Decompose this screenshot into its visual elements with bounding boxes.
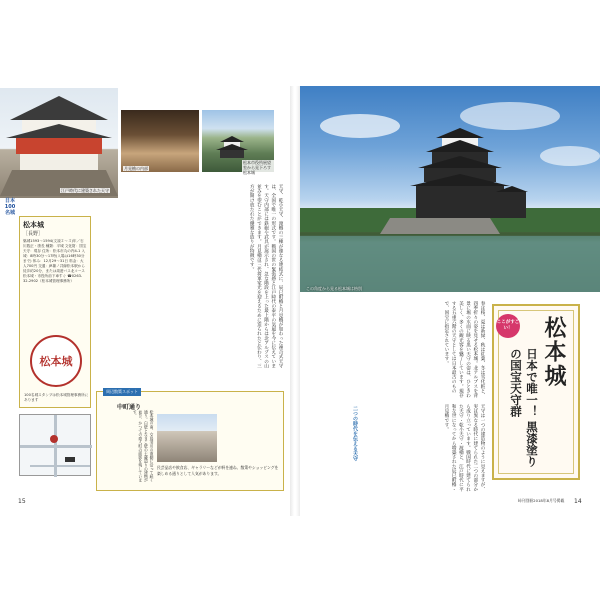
- right-body-text-2: 天守は一つの建造物のように見えますが、実は異なる時代に建てられた二つの部分から成り立っています。戦国時代に建てられた天守・乾小天守・渡櫓と、江戸時代に平和な世になってから増築された辰巳附櫓・月見櫓です。: [443, 404, 485, 492]
- subtitle: [508, 348, 540, 476]
- source-credit: 峠刊別冊2018年8月号掲載: [518, 498, 565, 503]
- hero-castle-photo: [300, 86, 600, 292]
- nakamachi-text-horizontal: 民芸品店や飲食店、ギャラリーなどが軒を連ね、散策やショッピングを楽しめる通りとして人気があります。: [157, 465, 279, 476]
- section-heading: 二つの時代を伝える天守: [352, 406, 358, 461]
- hero-caption: この角度から見る松本城は格別: [306, 286, 362, 291]
- title-card: [492, 304, 580, 480]
- left-body-text: 天守、乾小天守、渡櫓の三棟が連なる連結式に、辰巳附櫓と月見櫓が加わった複合式天守は、全国で唯一の形式です。戦国の世の緊張感と江戸時代の泰平の気風を今に伝えています。天守内部には鉄砲や武具が展示され、急な階段を上った最上階からは北アルプスの山並みを望むことができます。月見櫓は三代将軍家光を迎えるために造られたと伝わり、三方が開け放たれた優雅な造りが特徴です。: [249, 184, 283, 368]
- page-number-right: 14: [574, 498, 582, 505]
- info-reading: ［長野］: [23, 231, 44, 237]
- area-map: [19, 414, 91, 476]
- info-details: 築城1593～1594(文禄２～３)年／石川数正・康長 種類：平城 文化財：国宝 天守：現存 住所：松本市丸の内4-1 入城：8時30分～17時(入場は16時30分まで) 休み：12月29～31日 料金：大人700円 交通：JR篠ノ井線松本駅から徒歩約20分、または周遊バス北コース松本城・市役所前下車すぐ ☎0263-32-2902（松本城管理事務所）: [23, 239, 87, 283]
- right-page: [300, 86, 600, 516]
- subtitle-line-2: 黒漆塗りの国宝天守群: [509, 348, 539, 468]
- info-title: 松本城: [23, 221, 44, 229]
- magazine-spread: [0, 86, 600, 516]
- station-marker-icon: [65, 457, 75, 462]
- main-title: 松本城: [541, 316, 567, 388]
- page-number-left: 15: [18, 498, 26, 505]
- town-view-photo: [202, 110, 274, 175]
- catch-badge: ここがすごい！: [496, 314, 520, 338]
- nakamachi-title: 中町通り: [117, 404, 142, 411]
- castle-marker-icon: [50, 435, 58, 443]
- nakamachi-tag: 周辺散策スポット: [103, 388, 141, 396]
- town-caption: 松本市役所展望室から見下ろす松本城: [242, 160, 274, 175]
- left-page: [0, 86, 290, 516]
- japan-100-castles-badge: 日本 100 名城: [4, 198, 16, 216]
- tower-caption: 江戸時代に建築された天守: [61, 188, 109, 193]
- interior-photo: [121, 110, 199, 172]
- interior-caption: 月見櫓の内部: [124, 166, 148, 171]
- subtitle-line-1: 日本で唯一！: [525, 348, 539, 417]
- castle-info-box: [19, 216, 91, 408]
- nakamachi-box: [96, 391, 284, 491]
- stamp-note: 100名城スタンプは松本城管理事務所にあります: [24, 393, 89, 402]
- tower-illustration: [0, 88, 118, 198]
- page-gutter: [290, 86, 300, 516]
- castle-stamp: 松本城: [30, 335, 82, 387]
- castle-tower-photo: [0, 88, 118, 198]
- nakamachi-photo: [157, 414, 217, 462]
- nakamachi-text-vertical: 松本城の南、女鳥羽川の南側に沿って続く通り。白壁となまこ壁の土蔵造りの建物が並び、かつての商人町の面影を残しています。: [133, 410, 155, 483]
- right-body-text-1: 春は桜、夏は新緑、秋は紅葉、冬は雪化粧と、四季折々の姿を見せる松本城。北アルプスを背景に堀の水面に映る黒い天守の姿は、ひときわ美しく、多くの観光客を魅了しています。現存する五重六階の天守としては日本最古のもので、国宝に指定されています。: [443, 301, 485, 398]
- castle-illustration: [300, 86, 600, 292]
